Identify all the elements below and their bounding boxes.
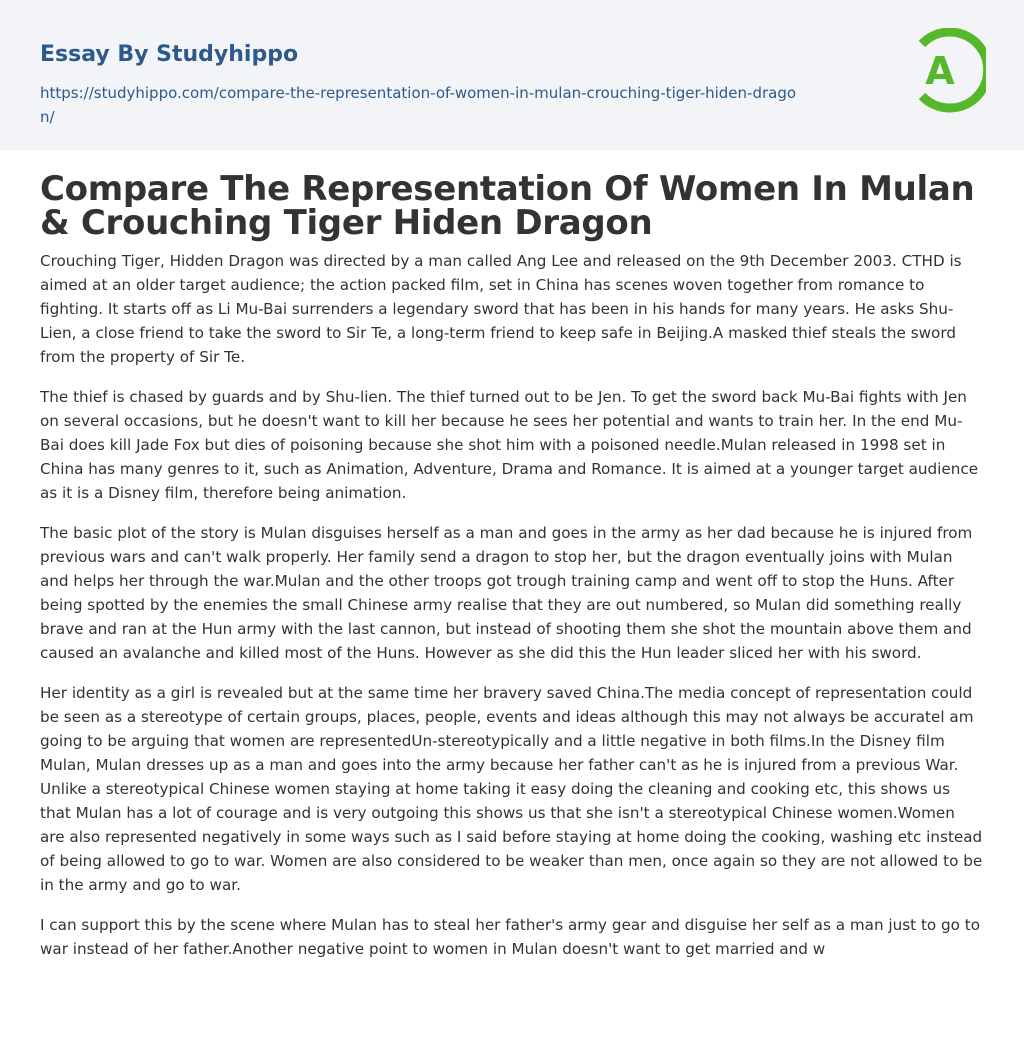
paragraph: Crouching Tiger, Hidden Dragon was directed by a man called Ang Lee and released on the 9th December 2003. CTHD is aimed at an older target audience; the action packed film, set in China has scenes woven together from romance to fighting. It starts off as Li Mu-Bai surrenders a legendary sword that has been in his hands for many years. He asks Shu-Lien, a close friend to take the sword to Sir Te, a long-term friend to keep safe in Beijing.A masked thief steals the sword from the property of Sir Te.: [40, 252, 962, 366]
site-header: [0, 0, 1024, 150]
essay-url-link[interactable]: https://studyhippo.com/compare-the-representation-of-women-in-mulan-crouching-tiger-hiden-dragon/: [40, 84, 797, 126]
paragraph: The basic plot of the story is Mulan disguises herself as a man and goes in the army as her dad because he is injured from previous wars and can't walk properly. Her family send a dragon to stop her, but the dragon eventually joins with Mulan and helps her through the war.Mulan and the other troops got trough training camp and went off to stop the Huns. After being spotted by the enemies the small Chinese army realise that they are out numbered, so Mulan did something really brave and ran at the Hun army with the last cannon, but instead of shooting them she shot the mountain above them and caused an avalanche and killed most of the Huns. However as she did this the Hun leader sliced her with his sword.: [40, 524, 973, 662]
paragraph: Her identity as a girl is revealed but at the same time her bravery saved China.The media concept of representation could be seen as a stereotype of certain groups, places, people, events and ideas although this may not always be accuratel am going to be arguing that women are representedUn-stereotypically and a little negative in both films.In the Disney film Mulan, Mulan dresses up as a man and goes into the army because her father can't as he is injured from a previous War. Unlike a stereotypical Chinese women staying at home taking it easy doing the cleaning and cooking etc, this shows us that Mulan has a lot of courage and is very outgoing this shows us that she isn't a stereotypical Chinese women.Women are also represented negatively in some ways such as I said before staying at home doing the cooking, washing etc instead of being allowed to go to war. Women are also considered to be weaker than men, once again so they are not allowed to be in the army and go to war.: [40, 684, 983, 894]
paragraph: I can support this by the scene where Mulan has to steal her father's army gear and disguise her self as a man just to go to war instead of her father.Another negative point to women in Mulan doesn't want to get married and w: [40, 916, 981, 958]
paragraph: The thief is chased by guards and by Shu-lien. The thief turned out to be Jen. To get the sword back Mu-Bai fights with Jen on several occasions, but he doesn't want to kill her because he sees her potential and wants to train her. In the end Mu-Bai does kill Jade Fox but dies of poisoning because she shot him with a poisoned needle.Mulan released in 1998 set in China has many genres to it, such as Animation, Adventure, Drama and Romance. It is aimed at a younger target audience as it is a Disney film, therefore being animation.: [40, 388, 979, 502]
article-body: [40, 249, 984, 961]
page-title: Compare The Representation Of Women In Mulan & Crouching Tiger Hiden Dragon: [40, 169, 975, 243]
logo-letter: A: [925, 49, 955, 93]
site-brand-link[interactable]: Essay By Studyhippo: [40, 42, 299, 67]
article: [0, 169, 1024, 961]
studyhippo-logo-icon[interactable]: [910, 28, 986, 116]
